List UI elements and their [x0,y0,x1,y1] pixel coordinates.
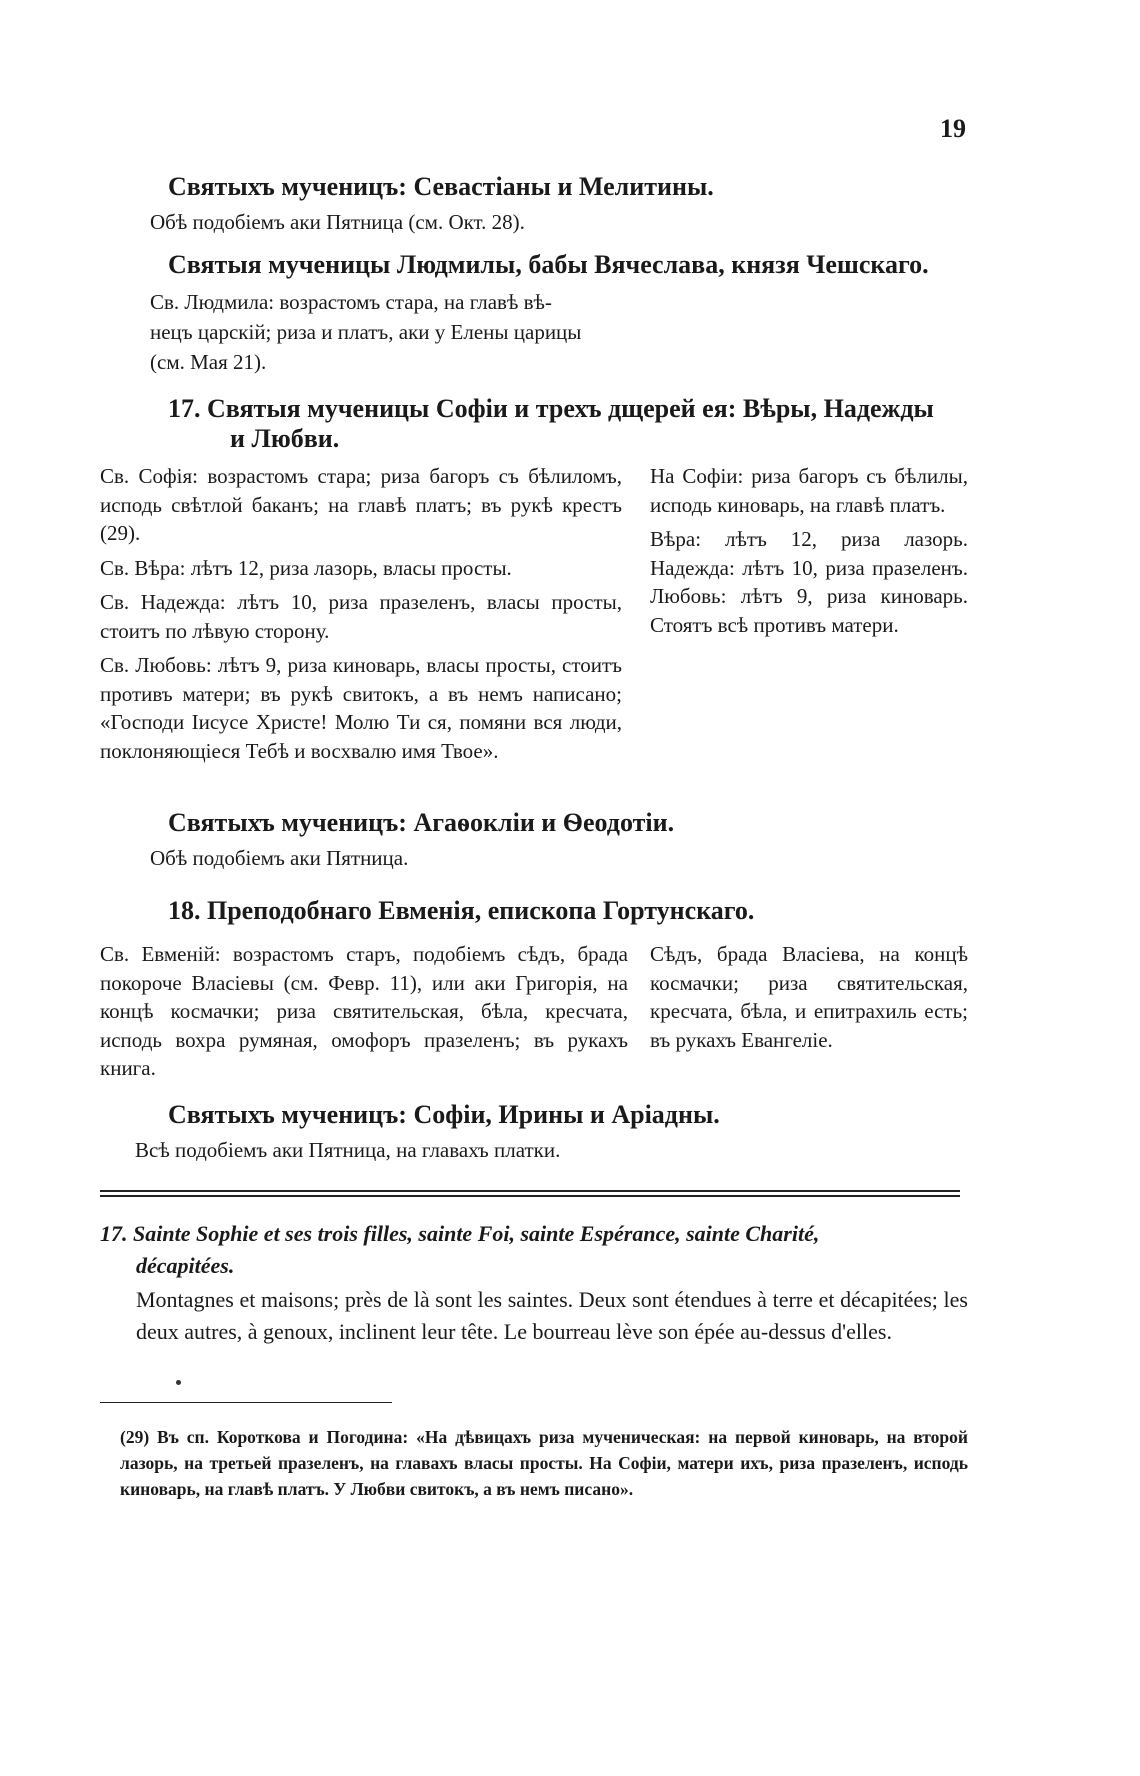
french-title-line-1: 17. Sainte Sophie et ses trois filles, sainte Foi, sainte Espérance, sainte Charité, [100,1221,820,1246]
sophia-right-column [650,462,968,639]
section-heading-agathoclia: Святыхъ мученицъ: Агаѳокліи и Ѳеодотіи. [168,808,675,837]
section-text-sebastiana: Обѣ подобіемъ аки Пятница (см. Окт. 28). [150,210,525,234]
french-title-line-2: décapitées. [136,1253,235,1278]
sophia-left-paragraph-2: Св. Вѣра: лѣтъ 12, риза лазорь, власы просты. [100,555,512,580]
eumenius-right-paragraph: Сѣдъ, брада Власіева, на концѣ космачки; риза святительская, кресчата, бѣла, и епитрахиль есть; въ рукахъ Евангеліе. [650,942,968,1052]
footnote-29: (29) Въ сп. Короткова и Погодина: «На дѣвицахъ риза мученическая: на первой киноварь, на второй лазорь, на третьей празеленъ, на главахъ власы просты. На Софіи, матери ихъ, риза празеленъ, исподь киноварь, на главѣ платъ. У Любви свитокъ, а въ немъ писано». [120,1427,968,1499]
sophia-right-paragraph-1: На Софіи: риза багоръ съ бѣлилы, исподь киноварь, на главѣ платъ. [650,464,968,517]
ludmila-text-line-1: Св. Людмила: возрастомъ стара, на главѣ вѣ- [150,290,552,314]
sophia-left-paragraph-1: Св. Софія: возрастомъ стара; риза багоръ съ бѣлиломъ, исподь свѣтлой баканъ; на главѣ платъ; въ рукѣ крестъ (29). [100,464,622,545]
french-summary [100,1218,968,1348]
french-description: Montagnes et maisons; près de là sont les saintes. Deux sont étendues à terre et décapitées; les deux autres, à genoux, inclinent leur tête. Le bourreau lève son épée au-dessus d'elles. [136,1287,968,1344]
section-heading-eumenius: 18. Преподобнаго Евменія, епископа Гортунскаго. [168,896,755,925]
section-text-sophia-irina-ariadna: Всѣ подобіемъ аки Пятница, на главахъ платки. [135,1138,561,1162]
sophia-right-paragraph-2: Вѣра: лѣтъ 12, риза лазорь. Надежда: лѣтъ 10, риза празеленъ. Любовь: лѣтъ 9, риза киноварь. Стоятъ всѣ противъ матери. [650,527,968,637]
sophia-left-paragraph-4: Св. Любовь: лѣтъ 9, риза киноварь, власы просты, стоитъ противъ матери; въ рукѣ свитокъ, а въ немъ написано; «Господи Іисусе Христе! Молю Ти ся, помяни вся люди, поклоняющіеся Тебѣ и восхвалю имя Твое». [100,653,622,763]
sophia-left-paragraph-3: Св. Надежда: лѣтъ 10, риза празеленъ, власы просты, стоитъ по лѣвую сторону. [100,590,622,643]
divider-rule-bottom [100,1195,960,1197]
footnote-rule [100,1402,392,1403]
section-heading-sophia-irina-ariadna: Святыхъ мученицъ: Софіи, Ирины и Аріадны. [168,1100,720,1129]
eumenius-right-column [650,940,968,1054]
ludmila-text-line-2: нецъ царскій; риза и платъ, аки у Елены царицы [150,320,582,344]
ludmila-text-line-3: (см. Мая 21). [150,350,267,374]
section-heading-sebastiana: Святыхъ мученицъ: Севастіаны и Мелитины. [168,172,714,201]
sophia-left-column [100,462,622,765]
section-heading-sophia-line-2: и Любви. [230,424,340,453]
section-text-agathoclia: Обѣ подобіемъ аки Пятница. [150,846,409,870]
page-number: 19 [940,114,966,143]
section-heading-sophia-line-1: 17. Святыя мученицы Софіи и трехъ дщерей ея: Вѣры, Надежды [168,394,934,423]
print-speck [176,1380,181,1385]
eumenius-left-column [100,940,628,1083]
eumenius-left-paragraph: Св. Евменій: возрастомъ старъ, подобіемъ сѣдъ, брада покороче Власіевы (см. Февр. 11), или аки Григорія, на концѣ космачки; риза святительская, бѣла, кресчата, исподь вохра румяная, омофоръ празеленъ; въ рукахъ книга. [100,942,628,1080]
section-heading-ludmila: Святыя мученицы Людмилы, бабы Вячеслава, князя Чешскаго. [168,250,929,279]
divider-rule-top [100,1190,960,1192]
